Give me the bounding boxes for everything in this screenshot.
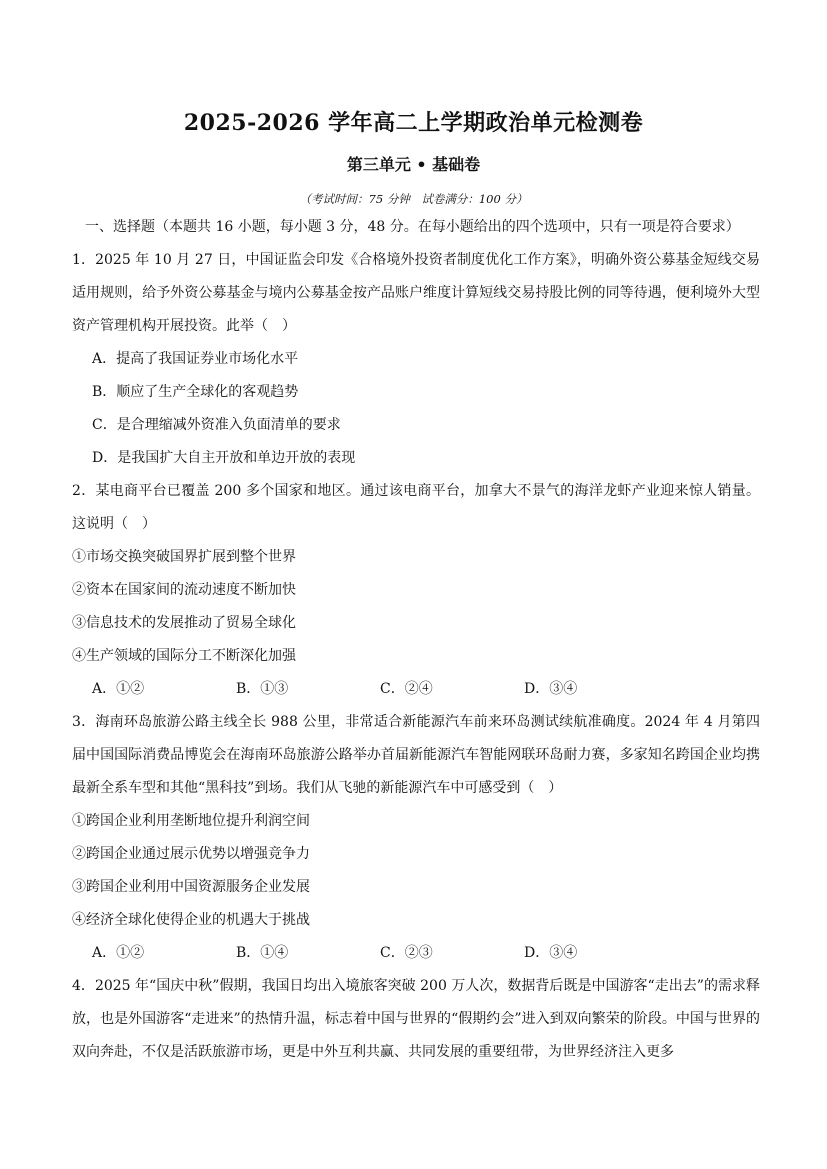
statement-4: ④生产领域的国际分工不断深化加强 <box>72 648 296 664</box>
statement-3: ③信息技术的发展推动了贸易全球化 <box>72 615 296 631</box>
statement-1: ①市场交换突破国界扩展到整个世界 <box>72 549 296 565</box>
question-text: 4．2025 年“国庆中秋”假期，我国日均出入境旅客突破 200 万人次，数据背后既是中国游客“走出去”的需求释放，也是外国游客“走进来”的热情升温，标志着中国与世界的“假期约会”进入到双向繁荣的阶段。中国与世界的双向奔赴，不仅是活跃旅游市场，更是中外互利共赢、共同发展的重要纽带，为世界经济注入更多 <box>72 978 760 1060</box>
section-heading: 一、选择题（本题共 16 小题，每小题 3 分，48 分。在每小题给出的四个选项中，只有一项是符合要求） <box>85 219 740 235</box>
question-1 <box>72 244 760 475</box>
choice-a: A．①② <box>92 945 145 961</box>
question-text: 2．某电商平台已覆盖 200 多个国家和地区。通过该电商平台，加拿大不景气的海洋龙虾产业迎来惊人销量。这说明（ ） <box>72 483 760 532</box>
exam-title: 2025-2026 学年高二上学期政治单元检测卷 <box>183 110 644 136</box>
exam-content <box>72 211 760 1069</box>
option-c: C．是合理缩减外资准入负面清单的要求 <box>92 417 341 433</box>
exam-subtitle: 第三单元 • 基础卷 <box>346 155 481 174</box>
choice-d: D．③④ <box>524 945 578 961</box>
question-text: 1．2025 年 10 月 27 日，中国证监会印发《合格境外投资者制度优化工作方案》，明确外资公募基金短线交易适用规则，给予外资公募基金与境内公募基金按产品账户维度计算短线交易持股比例的同等待遇，便利境外大型资产管理机构开展投资。此举（ ） <box>72 252 760 334</box>
question-2 <box>72 475 760 706</box>
answer-choices <box>72 673 760 706</box>
exam-meta: （考试时间：75 分钟 试卷满分：100 分） <box>299 192 528 206</box>
statement-1: ①跨国企业利用垄断地位提升利润空间 <box>72 813 310 829</box>
option-b: B．顺应了生产全球化的客观趋势 <box>92 384 299 400</box>
choice-c: C．②④ <box>380 681 433 697</box>
statement-2: ②资本在国家间的流动速度不断加快 <box>72 582 296 598</box>
answer-choices <box>72 937 760 970</box>
choice-b: B．①④ <box>236 945 289 961</box>
statement-2: ②跨国企业通过展示优势以增强竞争力 <box>72 846 310 862</box>
choice-c: C．②③ <box>380 945 433 961</box>
option-d: D．是我国扩大自主开放和单边开放的表现 <box>92 450 356 466</box>
statement-4: ④经济全球化使得企业的机遇大于挑战 <box>72 912 310 928</box>
statement-3: ③跨国企业利用中国资源服务企业发展 <box>72 879 310 895</box>
question-text: 3．海南环岛旅游公路主线全长 988 公里，非常适合新能源汽车前来环岛测试续航准确度。2024 年 4 月第四届中国国际消费品博览会在海南环岛旅游公路举办首届新能源汽车智能网联环岛耐力赛，多家知名跨国企业均携最新全系车型和其他“黑科技”到场。我们从飞驰的新能源汽车中可感受到（ ） <box>72 714 760 796</box>
choice-d: D．③④ <box>524 681 578 697</box>
choice-b: B．①③ <box>236 681 289 697</box>
question-3 <box>72 706 760 970</box>
question-4 <box>72 970 760 1069</box>
option-a: A．提高了我国证券业市场化水平 <box>92 351 299 367</box>
choice-a: A．①② <box>92 681 145 697</box>
